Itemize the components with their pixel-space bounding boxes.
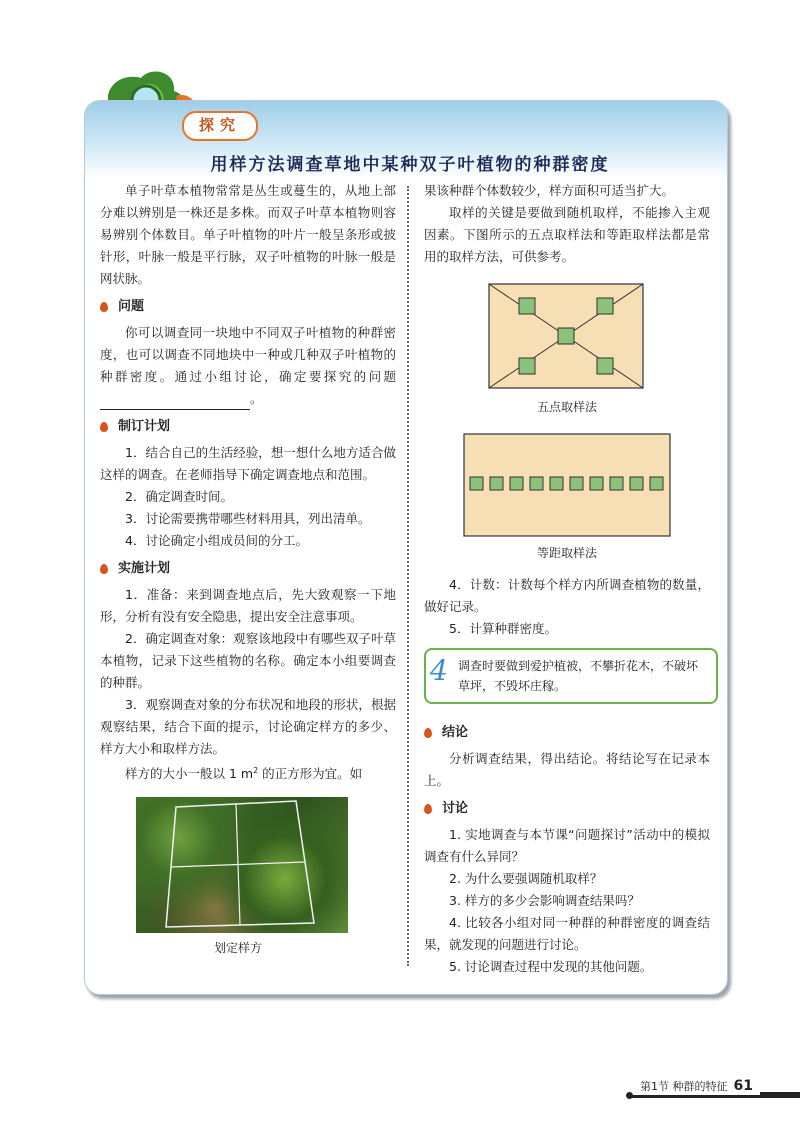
page-title: 用样方法调查草地中某种双子叶植物的种群密度 [210,155,610,175]
discussion-heading [424,798,710,820]
quadrat-photo [136,797,348,933]
section-tag: 探究 [182,111,258,141]
sample-square [490,477,503,490]
right-column-lower [424,716,710,978]
square-superscript: 2 [253,766,259,775]
page-number: 61 [733,1078,753,1094]
intro-paragraph: 单子叶草本植物常常是丛生或蔓生的，从地上部分难以辨别是一株还是多株。而双子叶草本植物则容易辨别个体数目。单子叶植物的叶片一般呈条形或披针形，叶脉一般是平行脉，双子叶植物的叶脉一般是网状脉。 [100,183,396,286]
discussion-item-1: 1. 实地调查与本节课“问题探讨”活动中的模拟调查有什么异同？ [424,827,710,864]
sample-square [550,477,563,490]
question-paragraph: 你可以调查同一块地中不同双子叶植物的种群密度，也可以调查不同地块中一种或几种双子叶植物的种群密度。通过小组讨论，确定要探究的问题。 [100,322,396,410]
answer-blank-line [100,395,250,410]
discussion-item-5: 5. 讨论调查过程中发现的其他问题。 [449,959,653,974]
plan-step-1: 1．结合自己的生活经验，想一想什么地方适合做这样的调查。在老师指导下确定调查地点和范围。 [100,445,396,482]
density-step: 5．计算种群密度。 [449,621,557,636]
five-point-sampling-diagram [487,282,647,392]
sample-square [630,477,643,490]
implementation-heading [100,558,396,580]
footer-rule-thick [760,1092,800,1098]
quadrat-frame-lines [136,797,348,933]
photo-caption: 划定样方 [213,941,262,956]
conclusion-heading-label: 结论 [442,725,469,740]
drop-bullet-icon [100,422,108,432]
plan-step-3: 3．讨论需要携带哪些材料用具，列出清单。 [125,511,371,526]
sample-square [650,477,663,490]
right-column [424,180,710,640]
sample-square [610,477,623,490]
equal-distance-sampling-diagram [462,432,672,538]
discussion-item-3: 3. 样方的多少会影响调查结果吗？ [449,893,640,908]
footer-section: 第1节 种群的特征 [640,1080,728,1093]
discussion-item-2: 2. 为什么要强调随机取样？ [449,871,603,886]
quadrat-size-text-a: 样方的大小一般以 1 m [125,766,254,782]
left-column [100,180,396,959]
implementation-step-2: 2．确定调查对象：观察该地段中有哪些双子叶草本植物，记录下这些植物的名称。确定本小组要调查的种群。 [100,631,396,690]
plan-step-4: 4．讨论确定小组成员间的分工。 [125,533,308,548]
note-number: 4 [430,654,448,687]
drop-bullet-icon [424,728,432,738]
drop-bullet-icon [100,564,108,574]
five-point-caption: 五点取样法 [536,400,597,414]
count-step: 4．计数：计数每个样方内所调查植物的数量，做好记录。 [424,577,710,614]
sample-square [530,477,543,490]
discussion-heading-label: 讨论 [442,801,469,816]
drop-bullet-icon [100,302,108,312]
quadrat-size-text-b: 的正方形为宜。如 [258,766,363,782]
plan-step-2: 2．确定调查时间。 [125,489,233,504]
column-divider [407,186,409,966]
question-heading-label: 问题 [118,299,145,314]
implementation-step-1: 1．准备：来到调查地点后，先大致观察一下地形，分析有没有安全隐患，提出安全注意事项。 [100,587,396,624]
continued-text: 果该种群个体数较少，样方面积可适当扩大。 [424,183,675,198]
conclusion-text: 分析调查结果，得出结论。将结论写在记录本上。 [424,751,710,788]
quadrat-size-text [100,760,396,785]
sampling-paragraph: 取样的关键是要做到随机取样，不能掺入主观因素。下图所示的五点取样法和等距取样法都是常用的取样方法，可供参考。 [424,205,710,264]
caution-note-box [424,648,718,704]
note-text: 调查时要做到爱护植被，不攀折花木，不破坏草坪，不毁坏庄稼。 [458,659,699,693]
implementation-step-3: 3．观察调查对象的分布状况和地段的形状，根据观察结果，结合下面的提示，讨论确定样方的多少、样方大小和取样方法。 [100,697,396,756]
page-footer [640,1078,753,1094]
plan-heading [100,416,396,438]
drop-bullet-icon [424,804,432,814]
question-heading [100,296,396,318]
conclusion-heading [424,722,710,744]
implementation-heading-label: 实施计划 [118,561,171,576]
sample-square [510,477,523,490]
discussion-item-4: 4. 比较各小组对同一种群的种群密度的调查结果，就发现的问题进行讨论。 [424,915,710,952]
plan-heading-label: 制订计划 [118,419,171,434]
sample-square [590,477,603,490]
sample-square [470,477,483,490]
question-text: 你可以调查同一块地中不同双子叶植物的种群密度，也可以调查不同地块中一种或几种双子叶植物的种群密度。通过小组讨论，确定要探究的问题 [100,325,396,384]
equal-distance-caption: 等距取样法 [536,546,597,560]
sample-square [570,477,583,490]
